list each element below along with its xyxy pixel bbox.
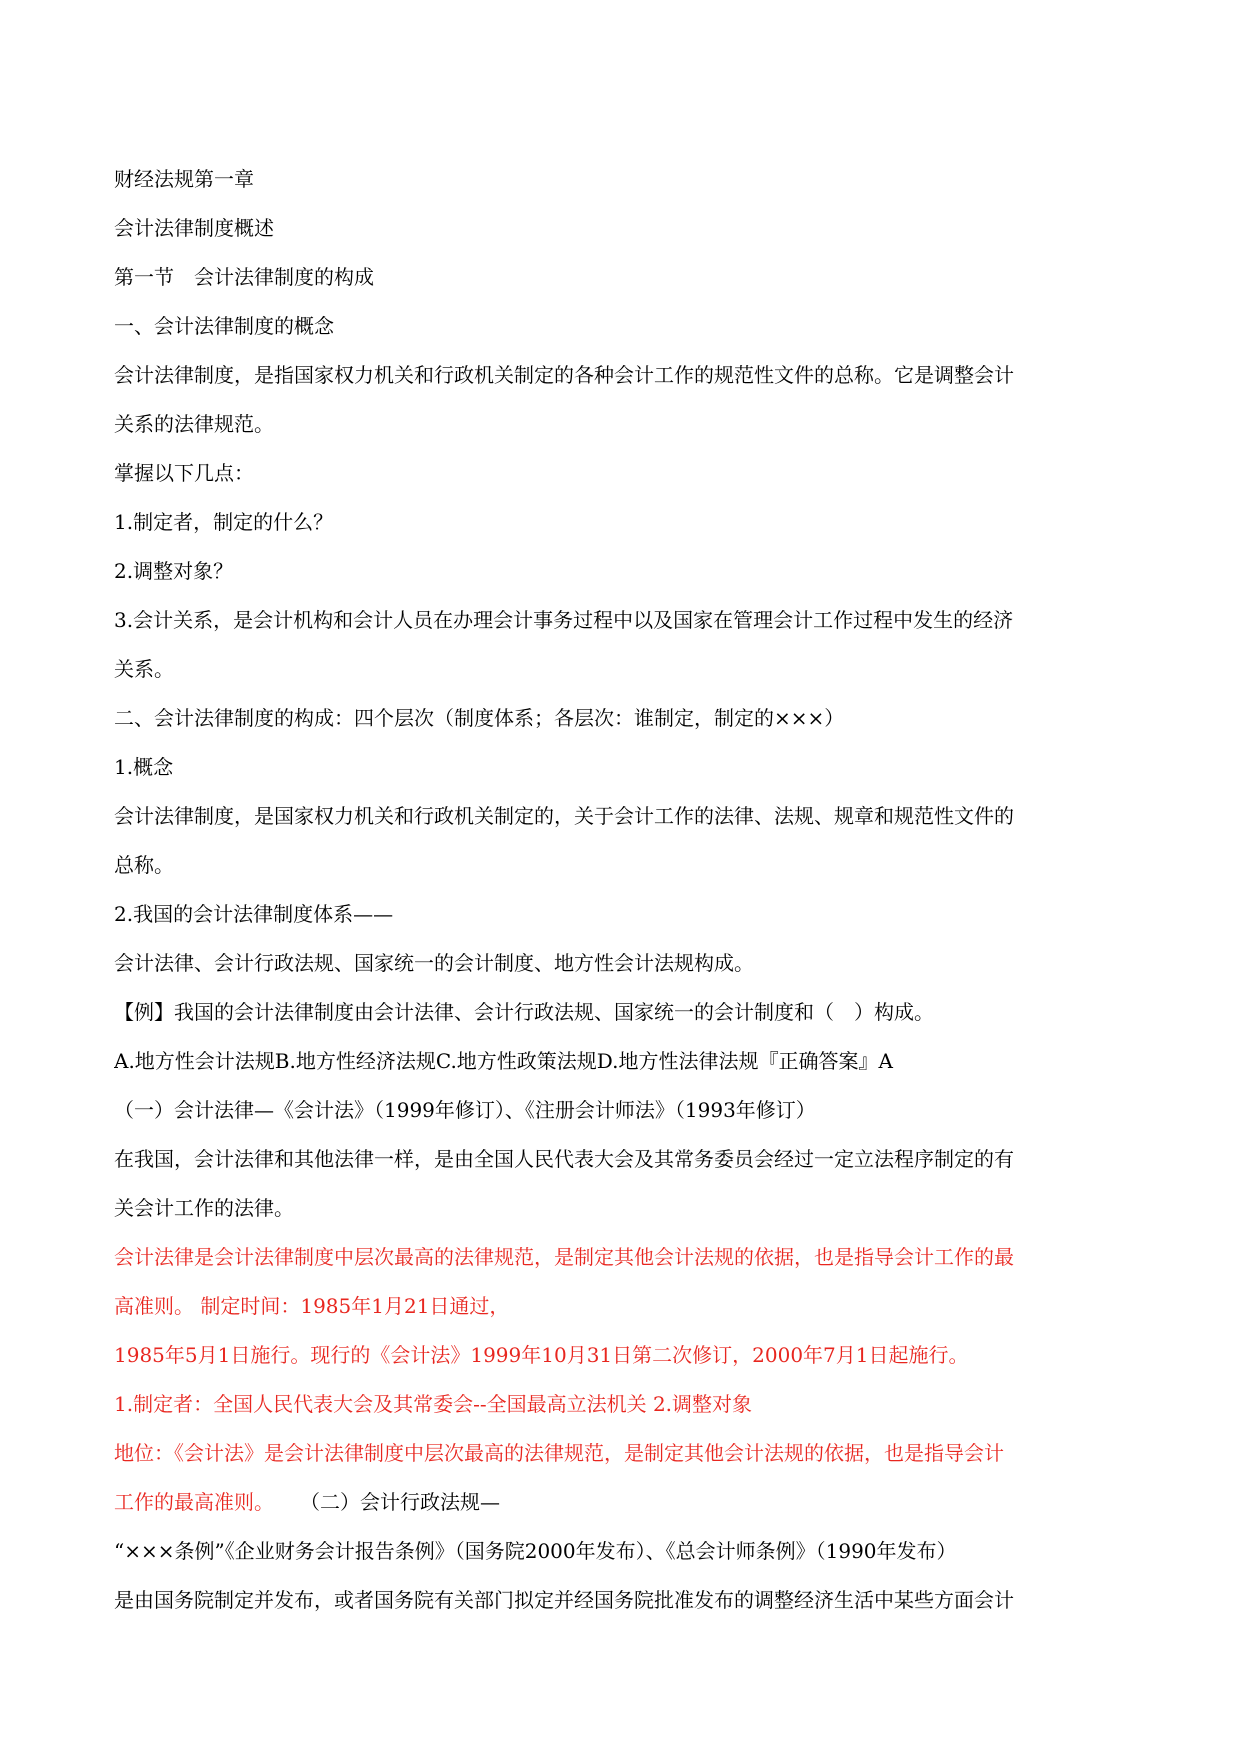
- mixed-line-red-text: 工作的最高准则。: [114, 1490, 274, 1514]
- highlighted-text-line: 高准则。 制定时间：1985年1月21日通过，: [114, 1294, 510, 1318]
- text-line: 二、会计法律制度的构成：四个层次（制度体系；各层次：谁制定，制定的×××）: [114, 706, 845, 730]
- highlighted-text-line: 1985年5月1日施行。现行的《会计法》1999年10月31日第二次修订，2000年7月1日起施行。: [114, 1343, 969, 1367]
- document-tail-lines: [114, 1527, 1124, 1625]
- text-line: （一）会计法律—《会计法》（1999年修订）、《注册会计师法》（1993年修订）: [114, 1098, 816, 1122]
- text-line: 关会计工作的法律。: [114, 1196, 294, 1220]
- document-lines: [114, 155, 1124, 1478]
- text-line: 会计法律制度，是指国家权力机关和行政机关制定的各种会计工作的规范性文件的总称。它是调整会计: [114, 363, 1014, 387]
- text-line: “×××条例”《企业财务会计报告条例》（国务院2000年发布）、《总会计师条例》（1990年发布）: [114, 1539, 957, 1563]
- text-line: 2.我国的会计法律制度体系——: [114, 902, 394, 926]
- text-line: 会计法律制度，是国家权力机关和行政机关制定的，关于会计工作的法律、法规、规章和规范性文件的: [114, 804, 1014, 828]
- text-line: 2.调整对象？: [114, 559, 234, 583]
- text-line: 关系的法律规范。: [114, 412, 274, 436]
- text-line: 1.概念: [114, 755, 174, 779]
- text-line: 第一节 会计法律制度的构成: [114, 265, 374, 289]
- text-line: A.地方性会计法规B.地方性经济法规C.地方性政策法规D.地方性法律法规『正确答案』A: [114, 1049, 893, 1073]
- highlighted-text-line: 地位：《会计法》是会计法律制度中层次最高的法律规范，是制定其他会计法规的依据，也是指导会计: [114, 1441, 1004, 1465]
- text-line: 1.制定者，制定的什么？: [114, 510, 334, 534]
- text-line: 财经法规第一章: [114, 167, 254, 191]
- text-line: 3.会计关系，是会计机构和会计人员在办理会计事务过程中以及国家在管理会计工作过程中发生的经济: [114, 608, 1014, 632]
- text-line: 关系。: [114, 657, 174, 681]
- text-line: 掌握以下几点：: [114, 461, 254, 485]
- mixed-line: [114, 1478, 1124, 1527]
- text-line: 在我国，会计法律和其他法律一样，是由全国人民代表大会及其常务委员会经过一定立法程序制定的有: [114, 1147, 1014, 1171]
- text-line: 会计法律制度概述: [114, 216, 274, 240]
- highlighted-text-line: 1.制定者：全国人民代表大会及其常委会--全国最高立法机关 2.调整对象: [114, 1392, 753, 1416]
- text-line: 会计法律、会计行政法规、国家统一的会计制度、地方性会计法规构成。: [114, 951, 754, 975]
- mixed-line-heading-text: （二）会计行政法规—: [300, 1490, 500, 1514]
- highlighted-text-line: 会计法律是会计法律制度中层次最高的法律规范，是制定其他会计法规的依据，也是指导会计工作的最: [114, 1245, 1014, 1269]
- text-line: 【例】我国的会计法律制度由会计法律、会计行政法规、国家统一的会计制度和（ ）构成。: [114, 1000, 934, 1024]
- text-line: 总称。: [114, 853, 174, 877]
- text-line: 是由国务院制定并发布，或者国务院有关部门拟定并经国务院批准发布的调整经济生活中某些方面会计: [114, 1588, 1014, 1612]
- document-body: [114, 155, 1124, 1625]
- text-line: 一、会计法律制度的概念: [114, 314, 334, 338]
